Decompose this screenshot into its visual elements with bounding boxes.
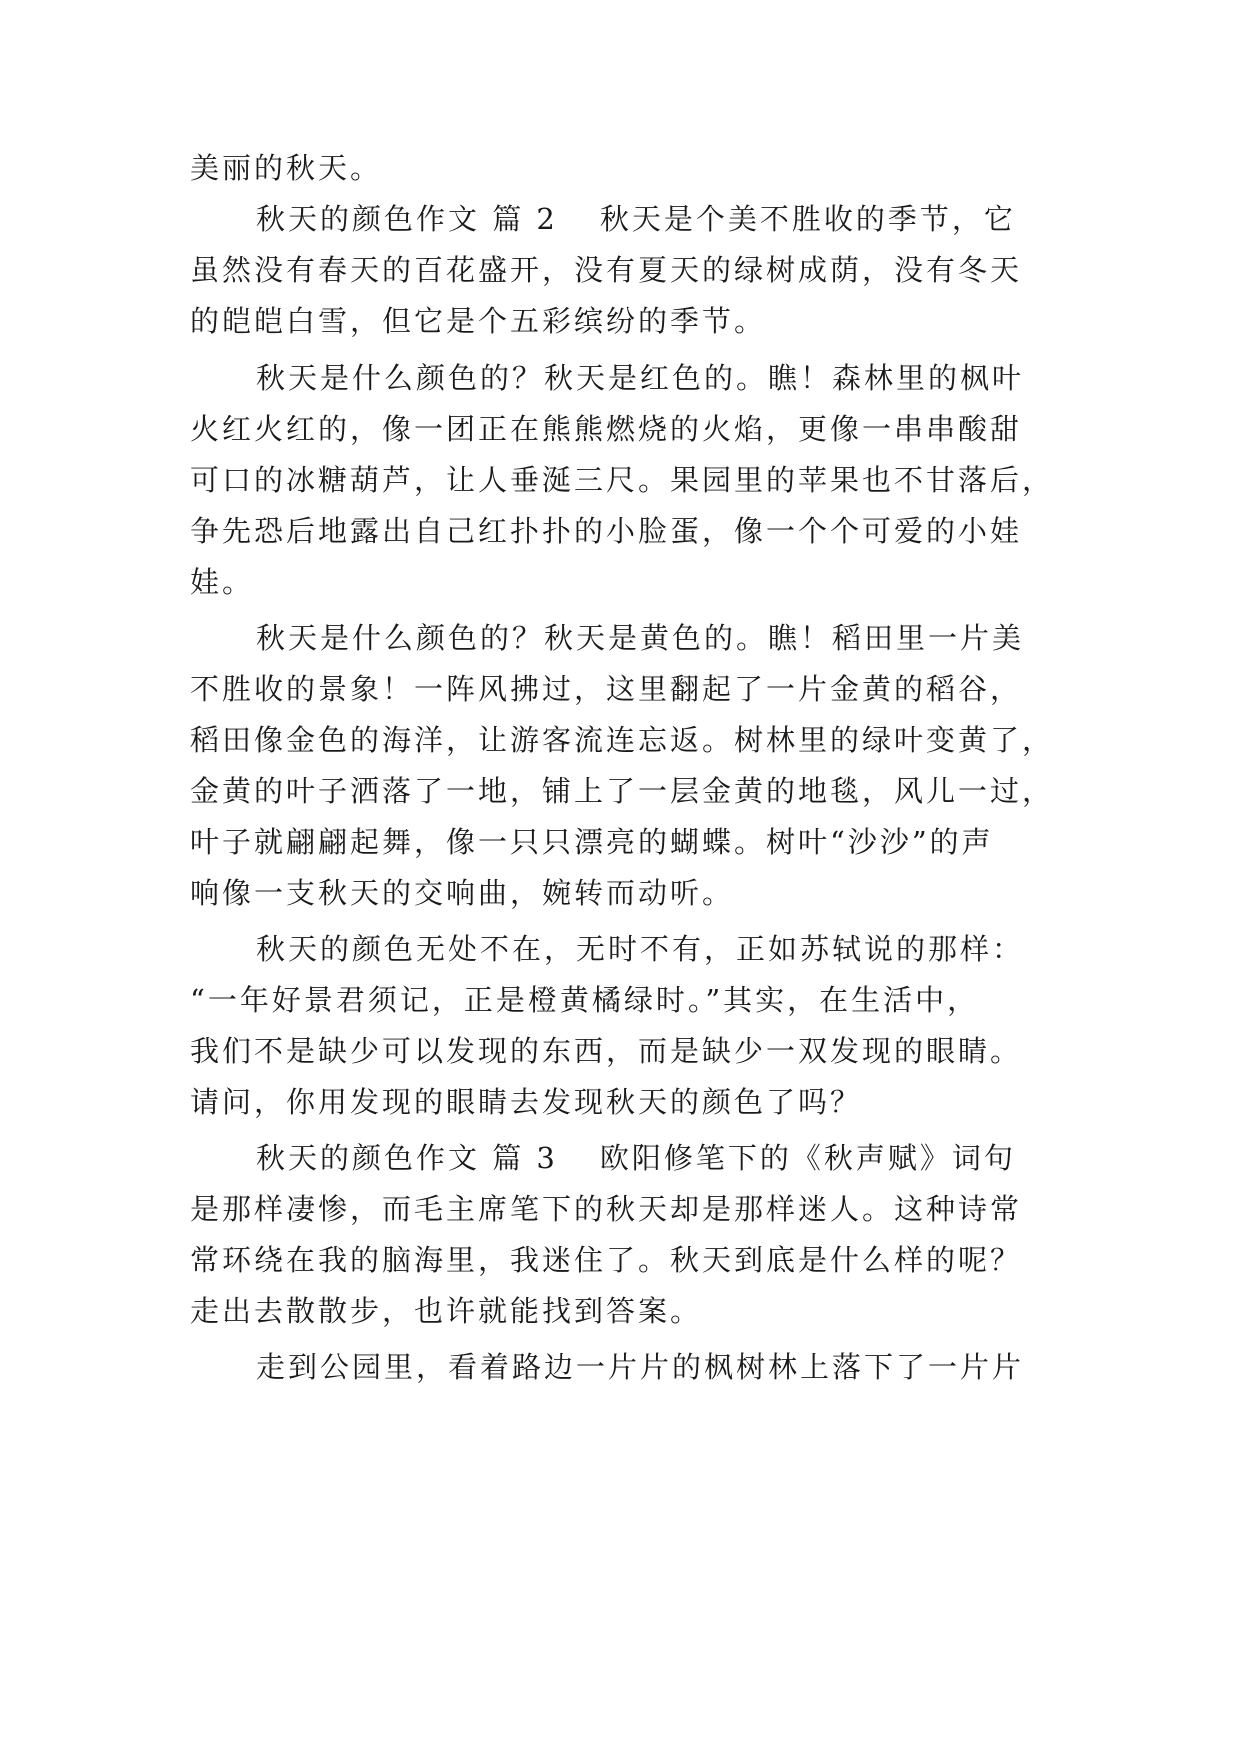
text-line: 争先恐后地露出自己红扑扑的小脸蛋，像一个个可爱的小娃 [190, 514, 1023, 548]
section-heading-line [256, 1138, 1070, 1178]
text-line: 娃。 [190, 565, 255, 599]
text-line: 的皑皑白雪，但它是个五彩缤纷的季节。 [190, 304, 767, 338]
section-heading-line [256, 199, 1070, 239]
text-line: 是那样凄惨，而毛主席笔下的秋天却是那样迷人。这种诗常 [190, 1192, 1023, 1226]
text-line: 稻田像金色的海洋，让游客流连忘返。树林里的绿叶变黄了， [190, 723, 1055, 757]
text-line: 常环绕在我的脑海里，我迷住了。秋天到底是什么样的呢？ [190, 1243, 1023, 1277]
text-line: 响像一支秋天的交响曲，婉转而动听。 [190, 876, 735, 910]
text-line: “一年好景君须记，正是橙黄橘绿时。”其实，在生活中， [190, 983, 980, 1017]
text-line: 叶子就翩翩起舞，像一只只漂亮的蝴蝶。树叶“沙沙”的声 [190, 825, 994, 859]
text-line: 走出去散散步，也许就能找到答案。 [190, 1294, 703, 1328]
text-line: 可口的冰糖葫芦，让人垂涎三尺。果园里的苹果也不甘落后， [190, 463, 1055, 497]
text-line: 美丽的秋天。 [190, 151, 383, 185]
text-line: 秋天是什么颜色的？秋天是黄色的。瞧！稻田里一片美 [256, 621, 1025, 655]
text-line: 秋天的颜色无处不在，无时不有，正如苏轼说的那样： [256, 932, 1025, 966]
text-line: 秋天是什么颜色的？秋天是红色的。瞧！森林里的枫叶 [256, 361, 1025, 395]
section-heading: 秋天的颜色作文 篇 3 [256, 1141, 558, 1175]
text-line: 虽然没有春天的百花盛开，没有夏天的绿树成荫，没有冬天 [190, 253, 1023, 287]
section-heading: 秋天的颜色作文 篇 2 [256, 202, 558, 236]
text-line: 金黄的叶子洒落了一地，铺上了一层金黄的地毯，风儿一过， [190, 774, 1055, 808]
text-line: 火红火红的，像一团正在熊熊燃烧的火焰，更像一串串酸甜 [190, 412, 1023, 446]
text-line: 走到公园里，看着路边一片片的枫树林上落下了一片片 [256, 1350, 1025, 1384]
section-text: 秋天是个美不胜收的季节，它 [599, 202, 1016, 236]
text-line: 我们不是缺少可以发现的东西，而是缺少一双发现的眼睛。 [190, 1034, 1023, 1068]
text-line: 不胜收的景象！一阵风拂过，这里翻起了一片金黄的稻谷， [190, 672, 1023, 706]
section-text: 欧阳修笔下的《秋声赋》词句 [599, 1141, 1016, 1175]
text-line: 请问，你用发现的眼睛去发现秋天的颜色了吗？ [190, 1085, 863, 1119]
